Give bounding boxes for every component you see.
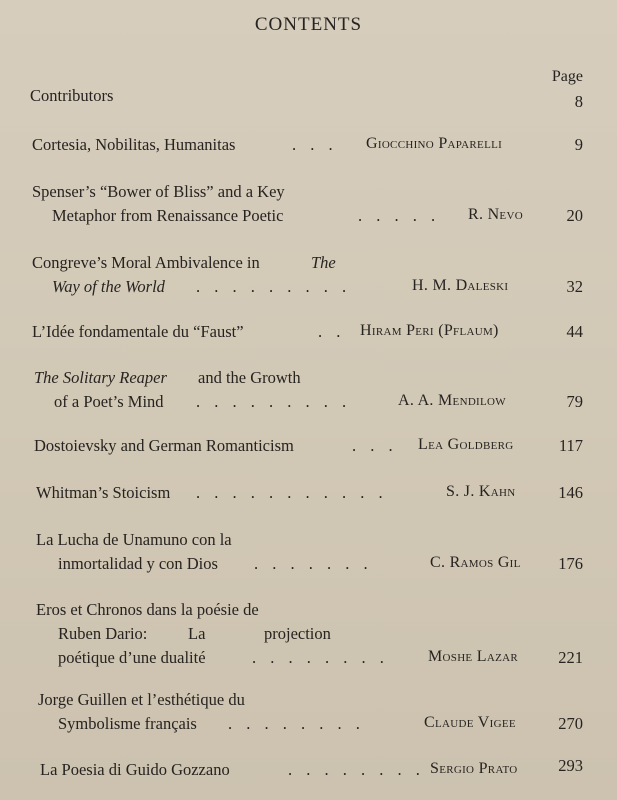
entry-title-italic: The <box>311 253 336 272</box>
leader-dots: . . . <box>352 436 398 455</box>
entry-title: Whitman’s Stoicism <box>36 483 171 502</box>
entry-title: L’Idée fondamentale du “Faust” <box>32 322 244 341</box>
leader-dots: . . <box>318 322 346 341</box>
entry-page-number: 221 <box>558 648 583 667</box>
entry-title: Cortesia, Nobilitas, Humanitas <box>32 135 236 154</box>
entry-title: Dostoievsky and German Romanticism <box>34 436 294 455</box>
entry-author: Giocchino Paparelli <box>366 135 503 152</box>
entry-author: S. J. Kahn <box>446 483 516 500</box>
leader-dots: . . . . . . . <box>254 554 373 573</box>
entry-title: poétique d’une dualité <box>58 648 206 667</box>
entry-title: Eros et Chronos dans la poésie de <box>36 600 259 619</box>
entry-page-number: 32 <box>566 277 583 296</box>
entry-author: Sergio Prato <box>430 760 518 777</box>
entry-page-number: 8 <box>574 92 583 111</box>
entry-title: Jorge Guillen et l’esthétique du <box>38 690 245 709</box>
entry-title: La Lucha de Unamuno con la <box>36 530 232 549</box>
page-column-label: Page <box>551 68 583 85</box>
entry-author: Lea Goldberg <box>418 436 514 453</box>
entry-title-italic: Way of the World <box>52 277 165 296</box>
entry-page-number: 79 <box>566 392 583 411</box>
entry-title: La Poesia di Guido Gozzano <box>40 760 230 779</box>
leader-dots: . . . . . <box>358 206 441 225</box>
entry-author: Moshe Lazar <box>428 648 518 665</box>
entry-author: C. Ramos Gil <box>430 554 521 571</box>
leader-dots: . . . <box>292 135 338 154</box>
leader-dots: . . . . . . . . <box>252 648 389 667</box>
entry-title: inmortalidad y con Dios <box>58 554 218 573</box>
entry-page-number: 9 <box>574 135 583 154</box>
entry-page-number: 146 <box>558 483 583 502</box>
entry-author: Hiram Peri (Pflaum) <box>360 322 499 339</box>
entry-page-number: 117 <box>558 436 583 455</box>
leader-dots: . . . . . . . . <box>228 714 365 733</box>
leader-dots: . . . . . . . . <box>288 760 425 779</box>
leader-dots: . . . . . . . . . <box>196 277 352 296</box>
leader-dots: . . . . . . . . . . . <box>196 483 388 502</box>
entry-title: La <box>188 624 206 643</box>
entry-author: R. Nevo <box>468 206 523 223</box>
entry-title: projection <box>264 624 331 643</box>
entry-page-number: 176 <box>558 554 583 573</box>
entry-author: A. A. Mendilow <box>398 392 506 409</box>
entry-title: of a Poet’s Mind <box>54 392 164 411</box>
leader-dots: . . . . . . . . . <box>196 392 352 411</box>
entry-title: Metaphor from Renaissance Poetic <box>52 206 284 225</box>
entry-title-italic: The Solitary Reaper <box>34 368 167 387</box>
entry-author: Claude Vigee <box>424 714 516 731</box>
entry-title: Contributors <box>30 86 114 105</box>
entry-title: Congreve’s Moral Ambivalence in <box>32 253 260 272</box>
entry-page-number: 293 <box>558 756 583 775</box>
entry-title: Spenser’s “Bower of Bliss” and a Key <box>32 182 285 201</box>
entry-title: Symbolisme français <box>58 714 197 733</box>
entry-page-number: 44 <box>566 322 583 341</box>
entry-author: H. M. Daleski <box>412 277 509 294</box>
entry-title: and the Growth <box>198 368 301 387</box>
entry-title: Ruben Dario: <box>58 624 148 643</box>
contents-heading: CONTENTS <box>254 14 363 35</box>
entry-page-number: 20 <box>566 206 583 225</box>
entry-page-number: 270 <box>558 714 583 733</box>
